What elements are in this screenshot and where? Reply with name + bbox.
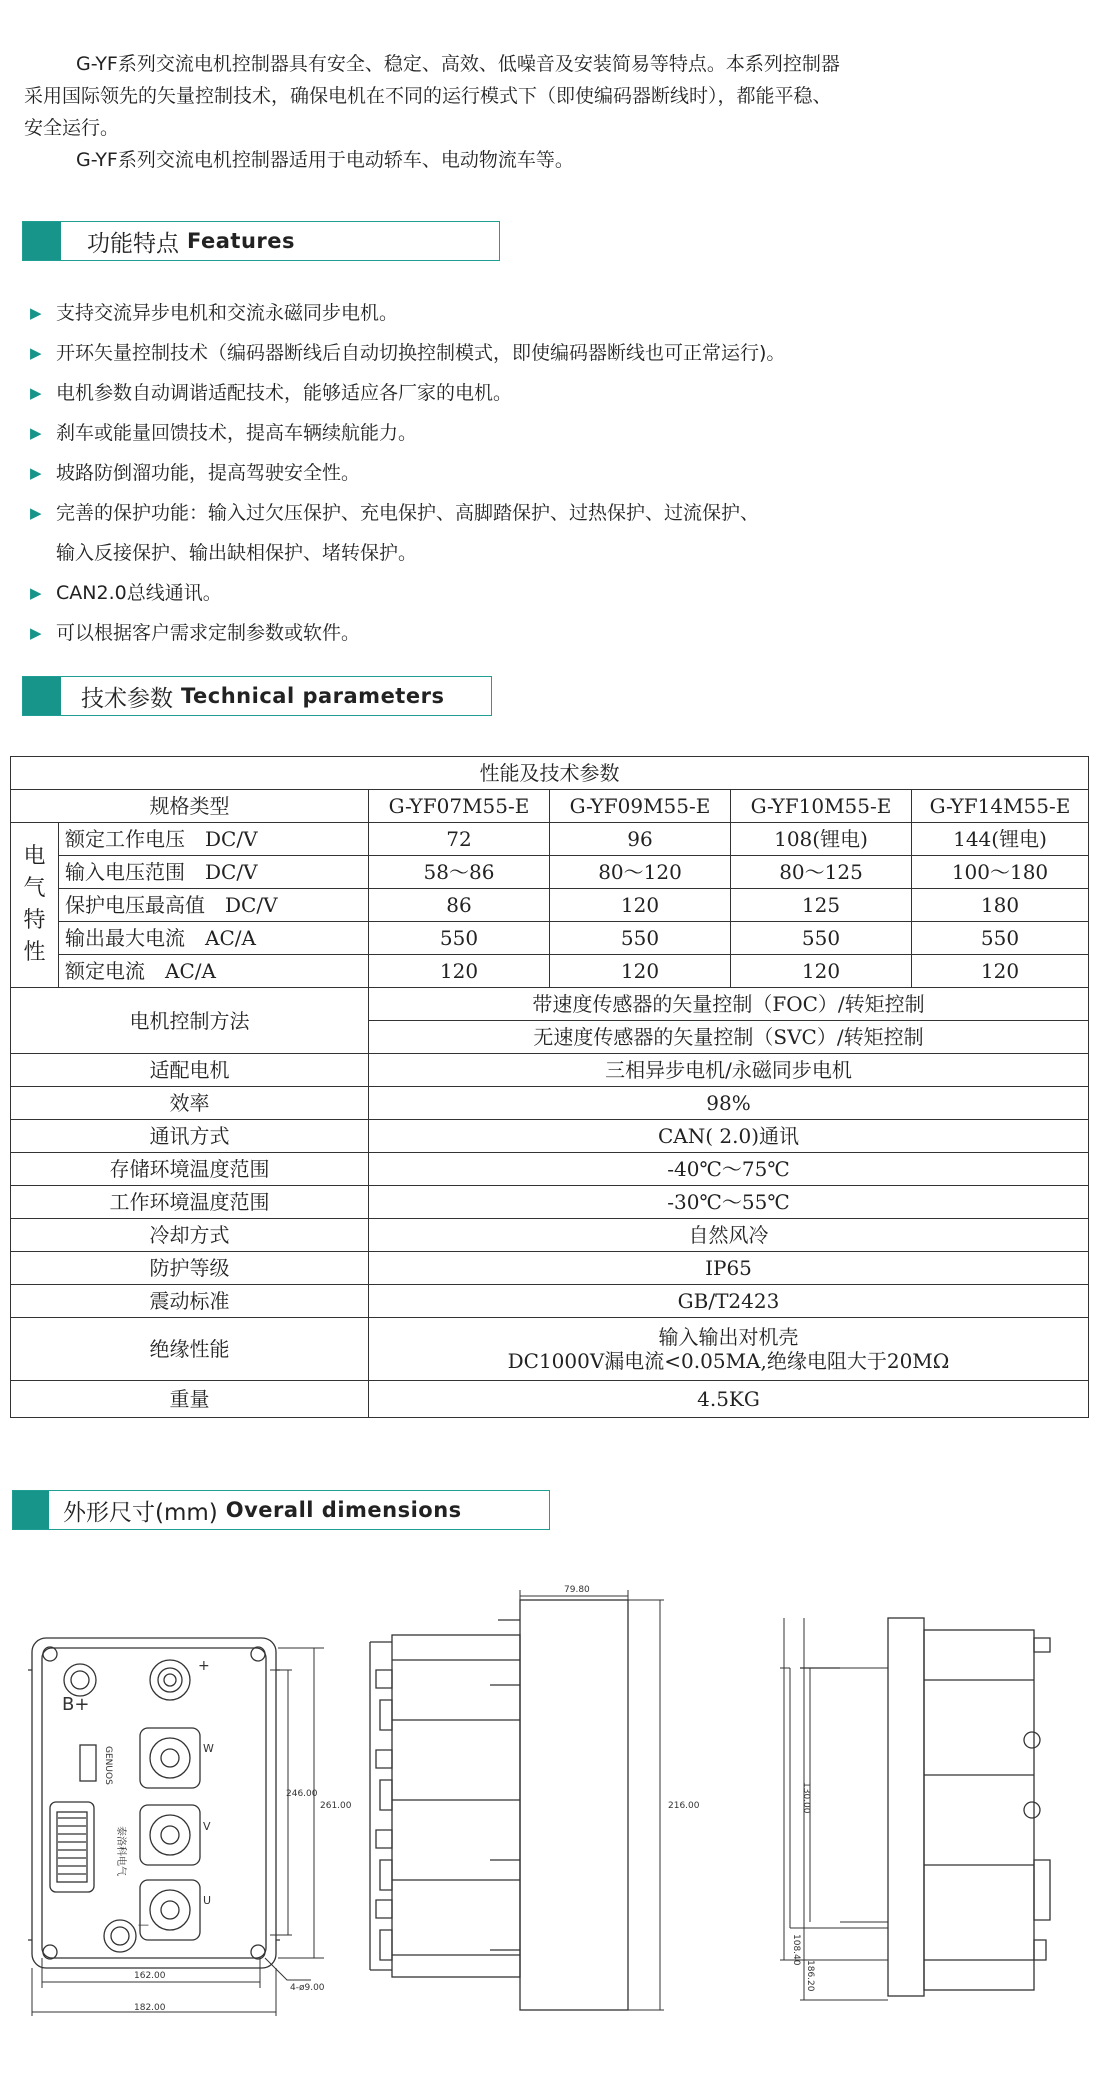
row-label: 电机控制方法	[11, 988, 369, 1054]
dim-246: 246.00	[286, 1789, 318, 1799]
model-cell: G-YF10M55-E	[731, 790, 912, 823]
table-cell: 输入输出对机壳 DC1000V漏电流<0.05MA,绝缘电阻大于20MΩ	[369, 1318, 1089, 1381]
electrical-label: 电 气 特 性	[11, 823, 59, 988]
w-label: W	[203, 1742, 214, 1755]
table-row	[11, 1252, 1089, 1285]
row-label: 输入电压范围 DC/V	[59, 856, 369, 889]
table-row	[11, 1087, 1089, 1120]
row-label: 保护电压最高值 DC/V	[59, 889, 369, 922]
triangle-bullet-icon: ▶	[30, 504, 42, 522]
triangle-bullet-icon: ▶	[30, 304, 42, 322]
row-label: 额定工作电压 DC/V	[59, 823, 369, 856]
row-label: 效率	[11, 1087, 369, 1120]
intro-text	[24, 48, 1024, 176]
table-cell: 144(锂电)	[912, 823, 1089, 856]
table-cell: 120	[550, 889, 731, 922]
row-label: 绝缘性能	[11, 1318, 369, 1381]
triangle-bullet-icon: ▶	[30, 384, 42, 402]
dims-heading	[12, 1490, 550, 1530]
features-heading	[22, 221, 500, 261]
table-row	[11, 922, 1089, 955]
minus-label: —	[138, 1918, 149, 1931]
row-label: 震动标准	[11, 1285, 369, 1318]
tech-heading-en: Technical parameters	[181, 684, 445, 708]
dimension-svg	[20, 1560, 1080, 2020]
row-label: 存储环境温度范围	[11, 1153, 369, 1186]
list-item: ▶ 坡路防倒溜功能，提高驾驶安全性。	[28, 453, 785, 493]
triangle-bullet-icon: ▶	[30, 584, 42, 602]
table-row	[11, 1285, 1089, 1318]
brand-logo: GENUOS	[103, 1746, 113, 1785]
table-cell: 96	[550, 823, 731, 856]
table-cell: 120	[550, 955, 731, 988]
model-label: 规格类型	[11, 790, 369, 823]
rear-view-drawing	[800, 1618, 1050, 1996]
table-cell: 108(锂电)	[731, 823, 912, 856]
tech-heading-zh: 技术参数	[81, 685, 173, 712]
table-cell: 80～120	[550, 856, 731, 889]
table-row	[11, 955, 1089, 988]
intro-line-4: G-YF系列交流电机控制器适用于电动轿车、电动物流车等。	[76, 149, 574, 171]
heading-accent-bar	[13, 1491, 49, 1529]
dim-216: 216.00	[668, 1801, 700, 1811]
table-title: 性能及技术参数	[11, 757, 1089, 790]
triangle-bullet-icon: ▶	[30, 344, 42, 362]
table-cell: 120	[912, 955, 1089, 988]
dim-182: 182.00	[134, 2003, 166, 2013]
table-cell: 自然风冷	[369, 1219, 1089, 1252]
dimension-drawings	[20, 1560, 1080, 2020]
features-heading-en: Features	[187, 229, 295, 253]
spec-table	[10, 756, 1089, 1418]
dims-heading-en: Overall dimensions	[225, 1498, 462, 1522]
table-cell: 100～180	[912, 856, 1089, 889]
table-cell: 550	[550, 922, 731, 955]
table-cell: 三相异步电机/永磁同步电机	[369, 1054, 1089, 1087]
table-cell: 120	[369, 955, 550, 988]
table-cell: 58～86	[369, 856, 550, 889]
features-heading-zh: 功能特点	[87, 230, 179, 257]
b-plus-label: B+	[62, 1694, 90, 1715]
table-row	[11, 1381, 1089, 1418]
list-item: ▶ 可以根据客户需求定制参数或软件。	[28, 613, 785, 653]
row-label: 冷却方式	[11, 1219, 369, 1252]
table-row	[11, 790, 1089, 823]
row-label: 重量	[11, 1381, 369, 1418]
side-view-drawing	[370, 1600, 628, 2010]
table-row	[11, 988, 1089, 1021]
table-cell: 4.5KG	[369, 1381, 1089, 1418]
table-cell: 98%	[369, 1087, 1089, 1120]
table-cell: -30℃～55℃	[369, 1186, 1089, 1219]
triangle-bullet-icon: ▶	[30, 624, 42, 642]
table-row	[11, 1153, 1089, 1186]
table-cell: 86	[369, 889, 550, 922]
features-list	[28, 293, 785, 653]
row-label: 防护等级	[11, 1252, 369, 1285]
table-row	[11, 1186, 1089, 1219]
table-cell: -40℃～75℃	[369, 1153, 1089, 1186]
table-cell: 带速度传感器的矢量控制（FOC）/转矩控制	[369, 988, 1089, 1021]
plus-label: +	[198, 1658, 210, 1674]
table-row	[11, 1219, 1089, 1252]
table-cell: IP65	[369, 1252, 1089, 1285]
model-cell: G-YF09M55-E	[550, 790, 731, 823]
row-label: 输出最大电流 AC/A	[59, 922, 369, 955]
list-item: ▶ 开环矢量控制技术（编码器断线后自动切换控制模式，即使编码器断线也可正常运行)。	[28, 333, 785, 373]
list-item: ▶ 支持交流异步电机和交流永磁同步电机。	[28, 293, 785, 333]
table-cell: 550	[369, 922, 550, 955]
table-row	[11, 856, 1089, 889]
table-cell: 72	[369, 823, 550, 856]
heading-accent-bar	[23, 222, 61, 260]
triangle-bullet-icon: ▶	[30, 464, 42, 482]
intro-line-1: G-YF系列交流电机控制器具有安全、稳定、高效、低噪音及安装简易等特点。本系列控制器	[76, 53, 840, 75]
list-item: ▶ CAN2.0总线通讯。	[28, 573, 785, 613]
brand-text: 泰洛科电气	[115, 1826, 126, 1876]
dim-162: 162.00	[134, 1971, 166, 1981]
table-row	[11, 1054, 1089, 1087]
dim-holes: 4-ø9.00	[290, 1983, 325, 1993]
table-cell: GB/T2423	[369, 1285, 1089, 1318]
table-cell: 550	[731, 922, 912, 955]
dim-108: 108.40	[791, 1934, 801, 1966]
table-row	[11, 757, 1089, 790]
list-item: ▶ 完善的保护功能：输入过欠压保护、充电保护、高脚踏保护、过热保护、过流保护、 输入反接保护、输出缺相保护、堵转保护。	[28, 493, 785, 573]
table-row	[11, 1120, 1089, 1153]
table-row	[11, 1318, 1089, 1381]
table-cell: 180	[912, 889, 1089, 922]
dim-130: 130.00	[801, 1782, 811, 1814]
row-label: 工作环境温度范围	[11, 1186, 369, 1219]
dims-heading-zh: 外形尺寸(mm)	[63, 1499, 218, 1526]
table-cell: 550	[912, 922, 1089, 955]
tech-heading	[22, 676, 492, 716]
dim-261: 261.00	[320, 1801, 352, 1811]
model-cell: G-YF14M55-E	[912, 790, 1089, 823]
table-cell: 80～125	[731, 856, 912, 889]
table-cell: 120	[731, 955, 912, 988]
table-cell: 无速度传感器的矢量控制（SVC）/转矩控制	[369, 1021, 1089, 1054]
triangle-bullet-icon: ▶	[30, 424, 42, 442]
model-cell: G-YF07M55-E	[369, 790, 550, 823]
v-label: V	[203, 1820, 211, 1833]
dim-186: 186.20	[805, 1960, 815, 1992]
table-row	[11, 823, 1089, 856]
row-label: 通讯方式	[11, 1120, 369, 1153]
table-cell: CAN( 2.0)通讯	[369, 1120, 1089, 1153]
intro-line-3: 安全运行。	[24, 117, 120, 139]
table-row	[11, 889, 1089, 922]
intro-line-2: 采用国际领先的矢量控制技术，确保电机在不同的运行模式下（即使编码器断线时），都能平稳、	[24, 85, 832, 107]
heading-accent-bar	[23, 677, 61, 715]
row-label: 额定电流 AC/A	[59, 955, 369, 988]
row-label: 适配电机	[11, 1054, 369, 1087]
list-item: ▶ 刹车或能量回馈技术，提高车辆续航能力。	[28, 413, 785, 453]
table-cell: 125	[731, 889, 912, 922]
front-view-drawing	[28, 1638, 280, 1968]
u-label: U	[203, 1894, 212, 1907]
dim-79: 79.80	[564, 1585, 590, 1595]
list-item: ▶ 电机参数自动调谐适配技术，能够适应各厂家的电机。	[28, 373, 785, 413]
